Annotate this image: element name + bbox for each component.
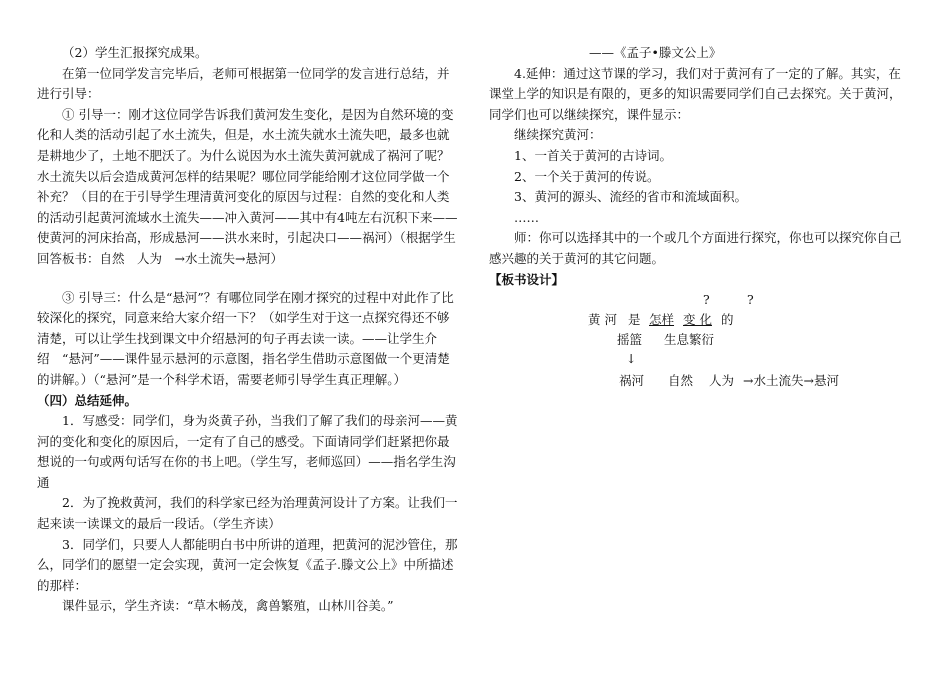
board-bianhua: 变 化 xyxy=(683,312,712,328)
paragraph-summary-guidance: 在第一位同学发言完毕后，老师可根据第一位同学的发言进行总结，并进行引导： xyxy=(37,65,450,102)
board-huohe: 祸河 xyxy=(619,373,645,389)
list-item-source: 3、黄河的源头、流经的省市和流域面积。 xyxy=(514,189,747,205)
board-arrow-down: ↓ xyxy=(626,351,637,367)
board-shi: 是 xyxy=(628,312,641,328)
board-huanghe: 黄 河 xyxy=(588,312,617,328)
board-shengxi: 生息繁衍 xyxy=(664,332,715,348)
list-item-poem: 1、一首关于黄河的古诗词。 xyxy=(514,147,672,163)
paragraph-mencius-intro: 3．同学们，只要人人都能明白书中所讲的道理，把黄河的泥沙管住，那么，同学们的愿望一定会实现，黄河一定会恢复《孟子.滕文公上》中所描述的那样： xyxy=(37,536,458,593)
paragraph-courseware-quote: 课件显示，学生齐读：“草木畅茂，禽兽繁殖，山林川谷美。” xyxy=(62,598,394,614)
board-yaolan: 摇篮 xyxy=(617,332,643,348)
list-ellipsis: …… xyxy=(514,209,539,225)
section-heading-summary: （四）总结延伸。 xyxy=(37,392,138,408)
paragraph-continue-explore: 继续探究黄河： xyxy=(514,127,602,143)
board-design xyxy=(489,290,913,400)
board-design-heading: 【板书设计】 xyxy=(489,271,565,287)
paragraph-guide-three: ③ 引导三：什么是“悬河”？有哪位同学在刚才探究的过程中对此作了比较深化的探究，同意来给大家介绍一下？（如学生对于这一点探究得还不够清楚，可以让学生找到课文中介绍悬河的句子再去读一读。——让学生介绍 “悬河”——课件显示悬河的示意图，指名学生借助示意图做一个更清楚的讲解。）（“悬河”是一个科学术语，需要老师引导学生真正理解。） xyxy=(37,289,454,387)
paragraph-write-feelings: 1．写感受：同学们，身为炎黄子孙，当我们了解了我们的母亲河——黄河的变化和变化的原因后，一定有了自己的感受。下面请同学们赶紧把你最想说的一句或两句话写在你的书上吧。（学生写，老师巡回）——指名学生沟通 xyxy=(37,413,458,490)
paragraph-teacher-note: 师：你可以选择其中的一个或几个方面进行探究，你也可以探究你自己感兴趣的关于黄河的其它问题。 xyxy=(489,230,902,266)
paragraph-guide-one: ① 引导一：刚才这位同学告诉我们黄河发生变化，是因为自然环境的变化和人类的活动引起了水土流失，但是，水土流失就水土流失吧，最多也就是耕地少了，土地不肥沃了。为什么说因为水土流失黄河就成了祸河了呢？水土流失以后会造成黄河怎样的结果呢？哪位同学能给刚才这位同学做一个补充？（目的在于引导学生理清黄河变化的原因与过程：自然的变化和人类的活动引起黄河流域水土流失——冲入黄河——其中有4吨左右沉积下来——使黄河的河床抬高，形成悬河——洪水来时，引起决口——祸河）（根据学生回答板书：自然 人为 →水土流失→悬河） xyxy=(37,106,458,266)
board-question-mark-2: ? xyxy=(747,292,754,308)
list-item-legend: 2、一个关于黄河的传说。 xyxy=(514,168,660,184)
left-column xyxy=(37,43,461,617)
paragraph-extension: 4.延伸：通过这节课的学习，我们对于黄河有了一定的了解。其实，在课堂上学的知识是有限的，更多的知识需要同学们自己去探究。关于黄河，同学们也可以继续探究，课件显示： xyxy=(489,65,902,122)
quote-attribution: ——《孟子•滕文公上》 xyxy=(589,45,722,60)
board-question-mark-1: ? xyxy=(703,292,710,308)
board-chain: →水土流失→悬河 xyxy=(743,373,839,389)
board-ziran: 自然 xyxy=(668,373,694,389)
right-column xyxy=(489,43,913,400)
board-renwei: 人为 xyxy=(709,373,735,389)
paragraph-report-results: （2）学生汇报探究成果。 xyxy=(62,45,208,60)
paragraph-save-yellow-river: 2．为了挽救黄河，我们的科学家已经为治理黄河设计了方案。让我们一起来读一读课文的最后一段话。（学生齐读） xyxy=(37,495,458,532)
paragraph-gap xyxy=(37,270,461,288)
board-zenyang: 怎样 xyxy=(649,312,675,328)
board-de: 的 xyxy=(721,312,734,328)
